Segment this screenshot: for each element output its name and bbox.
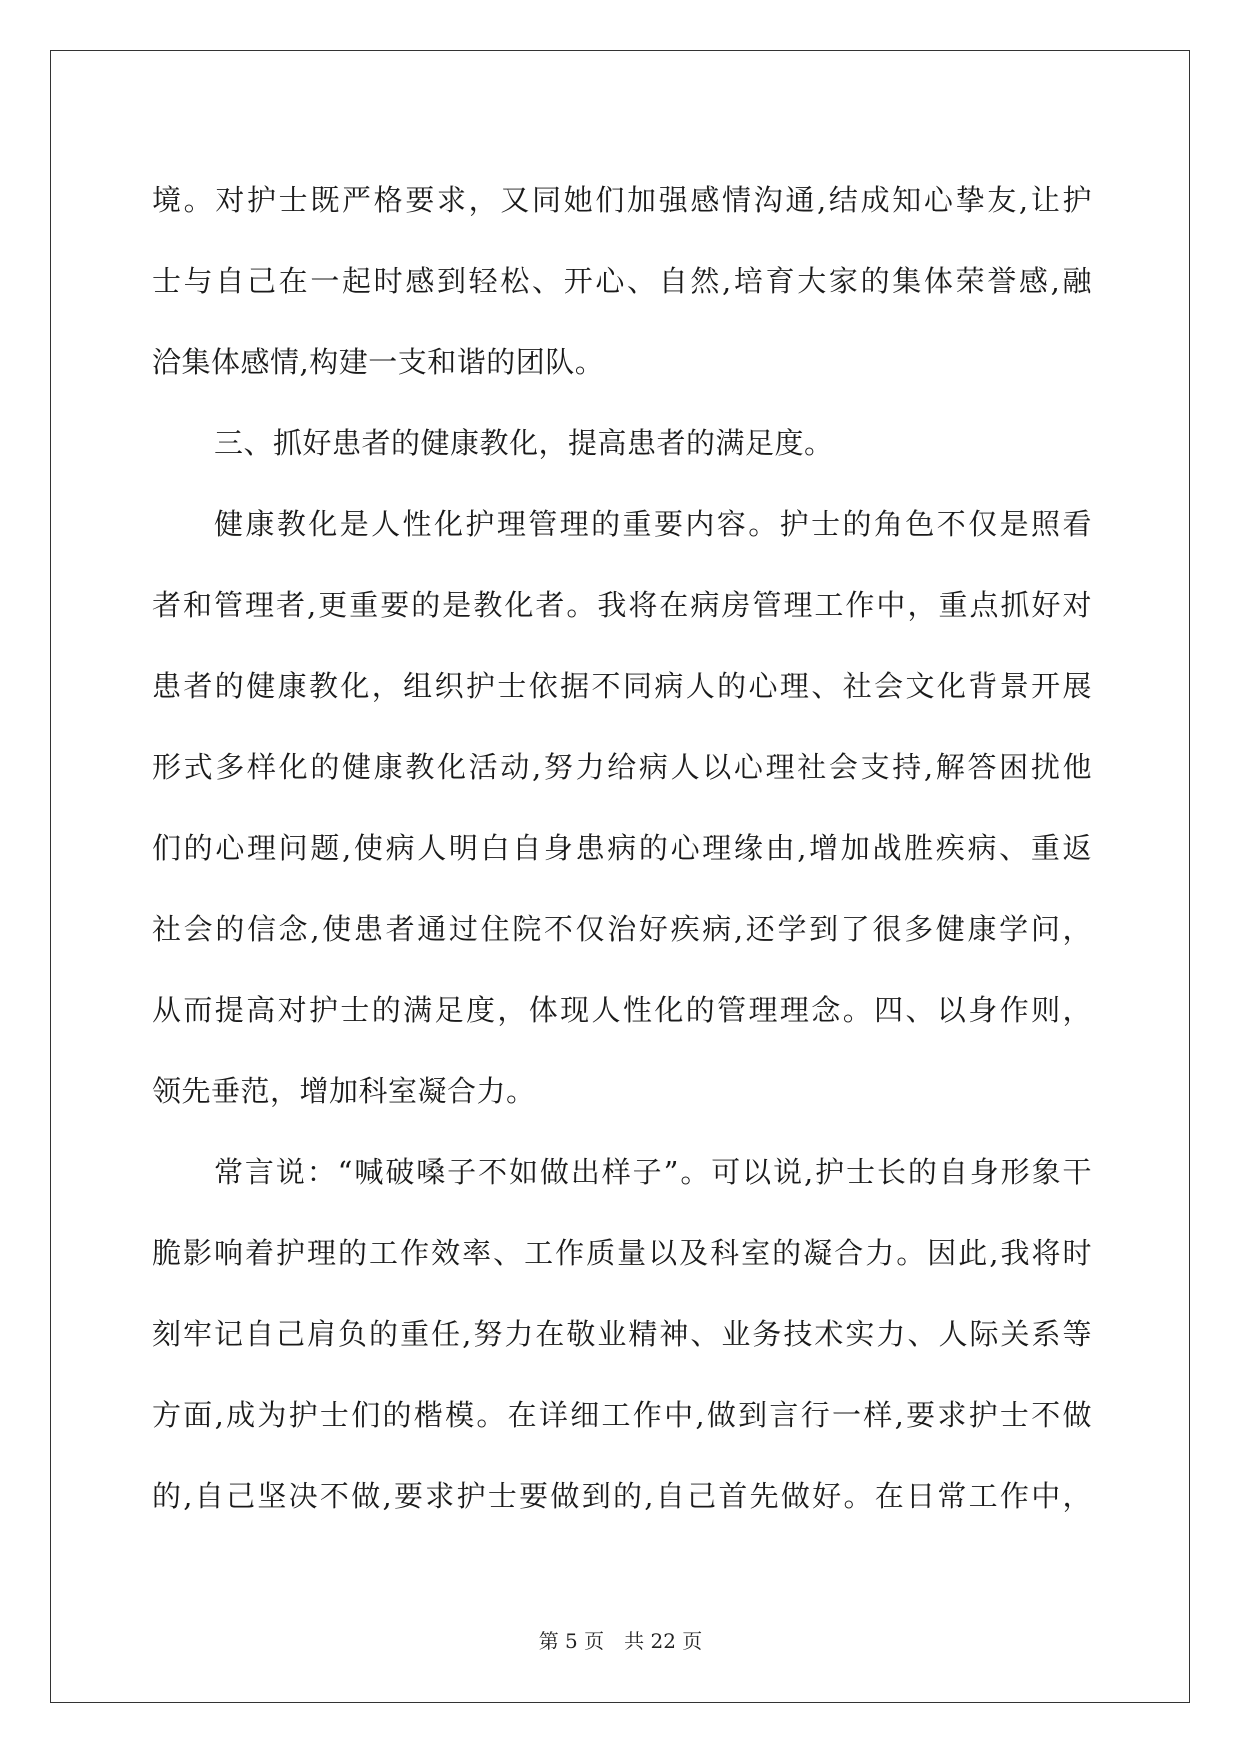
text-line: 的,自己坚决不做,要求护士要做到的,自己首先做好。在日常工作中， [152,1479,1092,1513]
text-line: 洽集体感情,构建一支和谐的团队。 [152,345,605,379]
text-line: 从而提高对护士的满足度，体现人性化的管理理念。四、以身作则， [152,993,1092,1027]
text-line: 患者的健康教化，组织护士依据不同病人的心理、社会文化背景开展 [152,669,1092,703]
text-line: 者和管理者,更重要的是教化者。我将在病房管理工作中，重点抓好对 [152,588,1092,622]
text-line: 士与自己在一起时感到轻松、开心、自然,培育大家的集体荣誉感,融 [152,264,1092,298]
text-line: 脆影响着护理的工作效率、工作质量以及科室的凝合力。因此,我将时 [152,1236,1092,1270]
text-line: 领先垂范，增加科室凝合力。 [152,1074,536,1108]
page-number-footer: 第 5 页 共 22 页 [538,1629,703,1653]
text-line: 社会的信念,使患者通过住院不仅治好疾病,还学到了很多健康学问， [152,912,1092,946]
text-line: 常言说：“喊破嗓子不如做出样子”。可以说,护士长的自身形象干 [214,1155,1092,1189]
text-line: 境。对护士既严格要求，又同她们加强感情沟通,结成知心挚友,让护 [152,183,1092,217]
document-body [152,160,1092,1537]
text-line: 方面,成为护士们的楷模。在详细工作中,做到言行一样,要求护士不做 [152,1398,1092,1432]
text-line: 刻牢记自己肩负的重任,努力在敬业精神、业务技术实力、人际关系等 [152,1317,1092,1351]
text-line: 健康教化是人性化护理管理的重要内容。护士的角色不仅是照看 [214,507,1092,541]
section-heading: 三、抓好患者的健康教化，提高患者的满足度。 [214,426,834,460]
text-line: 们的心理问题,使病人明白自身患病的心理缘由,增加战胜疾病、重返 [152,831,1092,865]
text-line: 形式多样化的健康教化活动,努力给病人以心理社会支持,解答困扰他 [152,750,1092,784]
